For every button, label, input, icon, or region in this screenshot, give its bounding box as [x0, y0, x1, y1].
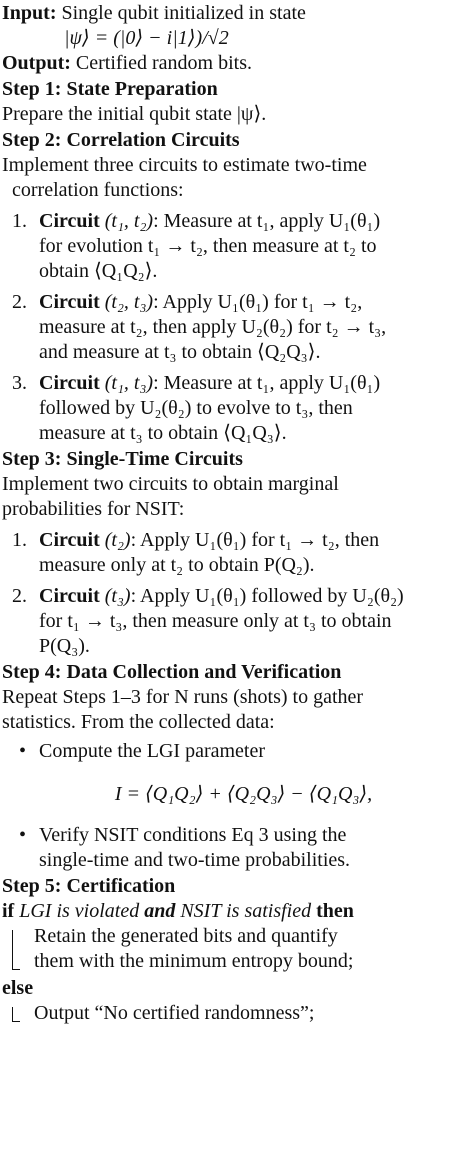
step2-item-1	[2, 209, 457, 284]
else-line	[2, 976, 457, 1001]
if-line	[2, 899, 457, 924]
circuit-args: (t₃)	[104, 585, 131, 607]
step4-intro-line1: Repeat Steps 1–3 for N runs (shots) to gather	[2, 686, 364, 708]
list-number: 2.	[12, 585, 27, 607]
block-bracket	[12, 1007, 13, 1022]
step3-title: Step 3: Single-Time Circuits	[2, 448, 243, 470]
circuit-args: (t₁, t₃)	[104, 372, 154, 394]
circuit-lead: Circuit	[39, 529, 100, 551]
step4-intro-line2: statistics. From the collected data:	[2, 711, 275, 733]
step1-title: Step 1: State Preparation	[2, 78, 218, 100]
item-line: P(Q₃).	[39, 635, 90, 657]
input-line	[2, 1, 457, 26]
circuit-args: (t₂, t₃)	[104, 291, 154, 313]
state-equation: |ψ⟩ = (|0⟩ − i|1⟩)/√2	[64, 27, 229, 49]
circuit-args: (t₂)	[104, 529, 131, 551]
item-line: for evolution t₁ → t₂, then measure at t₂ to	[39, 235, 377, 257]
bullet-dot-icon: •	[19, 740, 27, 762]
circuit-lead: Circuit	[39, 372, 100, 394]
step3-item-2	[2, 584, 457, 659]
item-line: : Apply U₁(θ₁) for t₁ → t₂,	[153, 291, 363, 313]
item-line: followed by U₂(θ₂) to evolve to t₃, then	[39, 397, 353, 419]
bullet-item-1	[2, 739, 457, 764]
block-bracket	[12, 930, 13, 970]
circuit-args: (t₁, t₂)	[104, 210, 154, 232]
item-line: measure at t₂, then apply U₂(θ₂) for t₂ → t₃,	[39, 316, 387, 338]
output-text: Certified random bits.	[75, 52, 252, 74]
step2-item-3	[2, 371, 457, 446]
then-line: Retain the generated bits and quantify	[34, 925, 338, 947]
list-number: 1.	[12, 210, 27, 232]
output-line	[2, 51, 457, 76]
input-label: Input:	[2, 2, 57, 24]
step2-item-2	[2, 290, 457, 365]
circuit-lead: Circuit	[39, 210, 100, 232]
then-block	[2, 924, 457, 974]
list-number: 2.	[12, 291, 27, 313]
item-line: : Measure at t₁, apply U₁(θ₁)	[153, 210, 381, 232]
item-line: : Apply U₁(θ₁) followed by U₂(θ₂)	[130, 585, 404, 607]
circuit-lead: Circuit	[39, 291, 100, 313]
lgi-equation: I = ⟨Q₁Q₂⟩ + ⟨Q₂Q₃⟩ − ⟨Q₁Q₃⟩,	[114, 783, 373, 805]
and-keyword: and	[144, 900, 176, 922]
item-line: : Apply U₁(θ₁) for t₁ → t₂, then	[130, 529, 380, 551]
step3-intro-line1: Implement two circuits to obtain marginal	[2, 473, 339, 495]
list-number: 1.	[12, 529, 27, 551]
bullet-text: single-time and two-time probabilities.	[39, 849, 351, 871]
circuit-lead: Circuit	[39, 585, 100, 607]
item-line: for t₁ → t₃, then measure only at t₃ to obtain	[39, 610, 392, 632]
bullet-text: Verify NSIT conditions Eq 3 using the	[39, 824, 347, 846]
step2-title: Step 2: Correlation Circuits	[2, 129, 240, 151]
step1-body: Prepare the initial qubit state |ψ⟩.	[2, 103, 267, 125]
item-line: and measure at t₃ to obtain ⟨Q₂Q₃⟩.	[39, 341, 321, 363]
bullet-item-2	[2, 823, 457, 873]
else-block	[2, 1001, 457, 1026]
step2-circuit-list	[2, 209, 457, 446]
step5-title: Step 5: Certification	[2, 875, 176, 897]
bullet-dot-icon: •	[19, 824, 27, 846]
step2-intro-line2: correlation functions:	[12, 179, 184, 201]
else-keyword: else	[2, 977, 34, 999]
condition-1: LGI is violated	[19, 900, 140, 922]
item-line: measure at t₃ to obtain ⟨Q₁Q₃⟩.	[39, 422, 287, 444]
output-label: Output:	[2, 52, 71, 74]
item-line: measure only at t₂ to obtain P(Q₂).	[39, 554, 315, 576]
step3-circuit-list	[2, 528, 457, 659]
then-keyword: then	[316, 900, 354, 922]
list-number: 3.	[12, 372, 27, 394]
condition-2: NSIT is satisfied	[180, 900, 312, 922]
step2-intro-line1: Implement three circuits to estimate two-time	[2, 154, 367, 176]
input-text: Single qubit initialized in state	[61, 2, 306, 24]
bullet-text: Compute the LGI parameter	[39, 740, 266, 762]
else-output-line: Output “No certified randomness”;	[34, 1002, 315, 1024]
then-line: them with the minimum entropy bound;	[34, 950, 354, 972]
item-line: : Measure at t₁, apply U₁(θ₁)	[153, 372, 381, 394]
step3-intro-line2: probabilities for NSIT:	[2, 498, 185, 520]
step3-item-1	[2, 528, 457, 578]
if-keyword: if	[2, 900, 15, 922]
step4-title: Step 4: Data Collection and Verification	[2, 661, 342, 683]
item-line: obtain ⟨Q₁Q₂⟩.	[39, 260, 158, 282]
